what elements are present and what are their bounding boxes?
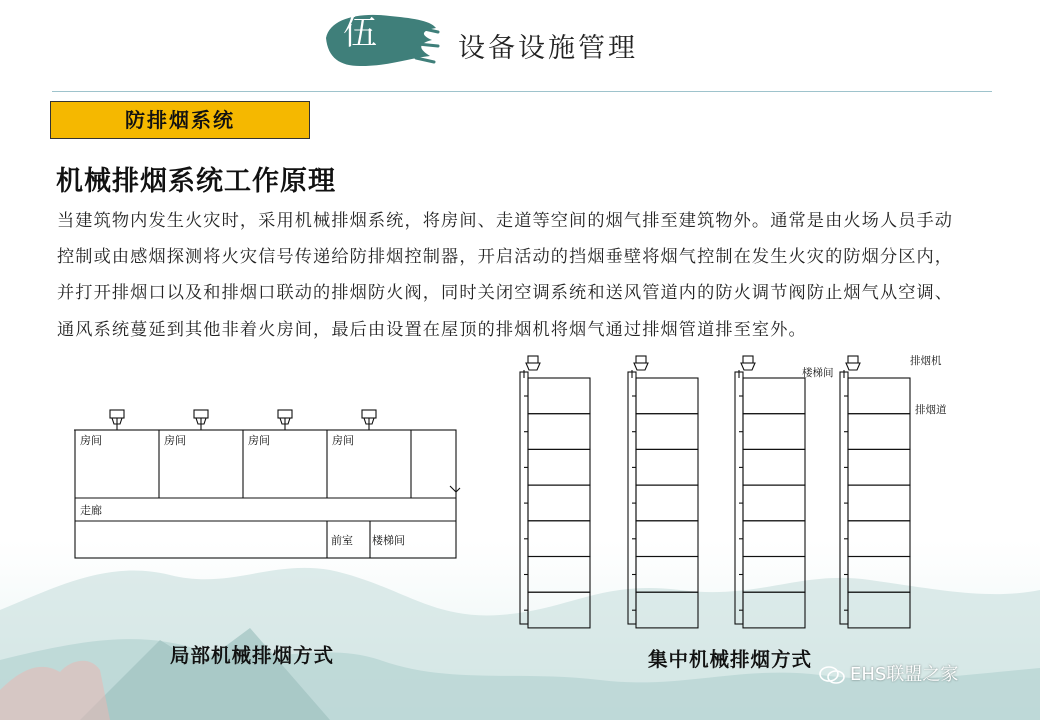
header-divider	[52, 91, 992, 92]
room-label: 房间	[164, 434, 186, 447]
exhaust-fan-icon	[524, 356, 540, 378]
shaft-label: 排烟道	[915, 404, 947, 416]
exhaust-fan-icon	[194, 410, 208, 430]
section-heading: 机械排烟系统工作原理	[56, 166, 336, 197]
chapter-number: 伍	[343, 13, 377, 53]
room-label: 房间	[248, 434, 270, 447]
exhaust-fan-icon	[362, 410, 376, 430]
room-label: 房间	[80, 434, 102, 447]
watermark-text: EHS联盟之家	[850, 664, 959, 685]
local-exhaust-diagram	[60, 400, 480, 580]
corridor-label: 走廊	[80, 504, 102, 517]
building-tower	[735, 356, 805, 628]
local-diagram-caption: 局部机械排烟方式	[170, 644, 335, 667]
building-tower	[520, 356, 590, 628]
stairwell-label: 楼梯间	[372, 534, 405, 547]
central-diagram-caption: 集中机械排烟方式	[648, 648, 813, 671]
exhaust-fan-icon	[110, 410, 124, 430]
exhaust-fan-icon	[632, 356, 648, 378]
stairwell-label: 楼梯间	[802, 367, 834, 379]
exhaust-fan-icon	[844, 356, 860, 378]
section-badge: 防排烟系统	[50, 101, 310, 139]
room-label: 房间	[332, 434, 354, 447]
wechat-icon	[818, 664, 846, 686]
exhaust-fan-icon	[278, 410, 292, 430]
central-exhaust-diagram	[510, 350, 980, 635]
body-paragraph: 当建筑物内发生火灾时，采用机械排烟系统，将房间、走道等空间的烟气排至建筑物外。通常是由火场人员手动控制或由感烟探测将火灾信号传递给防排烟控制器，开启活动的挡烟垂壁将烟气控制在发生火灾的防烟分区内，并打开排烟口以及和排烟口联动的排烟防火阀，同时关闭空调系统和送风管道内的防火调节阀防止烟气从空调、通风系统蔓延到其他非着火房间，最后由设置在屋顶的排烟机将烟气通过排烟管道排至室外。	[57, 211, 954, 340]
brush-stroke-icon	[320, 8, 440, 72]
exhaust-fan-icon	[739, 356, 755, 378]
page-title: 设备设施管理	[458, 33, 638, 64]
watermark	[818, 660, 958, 686]
building-tower	[628, 356, 698, 628]
fan-label: 排烟机	[910, 355, 942, 367]
building-tower	[840, 356, 910, 628]
antechamber-label: 前室	[331, 534, 353, 547]
